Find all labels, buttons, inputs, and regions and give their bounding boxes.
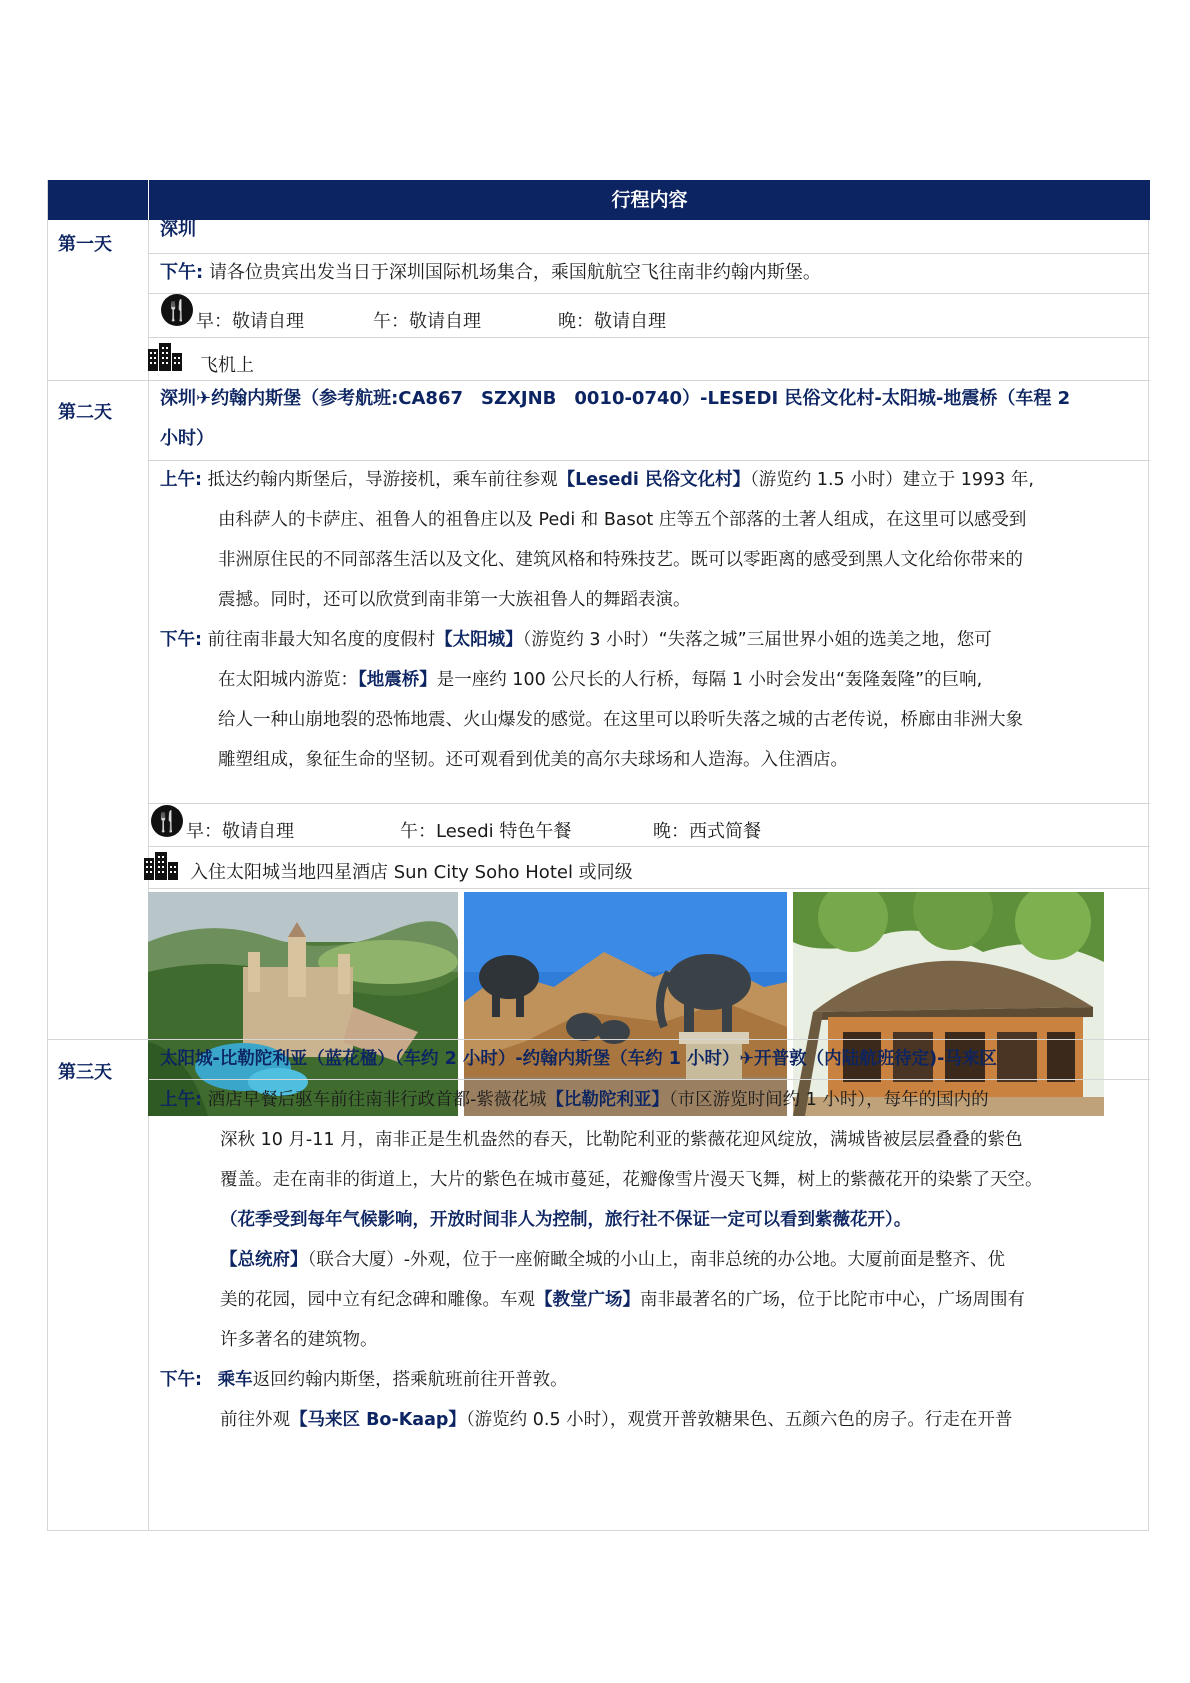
day2-title-line1: 深圳✈约翰内斯堡（参考航班:CA867 SZXJNB 0010-0740）-LESEDI 民俗文化村-太阳城-地震桥（车程 2: [160, 388, 1071, 409]
morning-line: 由科萨人的卡萨庄、祖鲁人的祖鲁庄以及 Pedi 和 Basot 庄等五个部落的土著人组成，在这里可以感受到: [218, 510, 1027, 530]
morning-line: 许多著名的建筑物。: [220, 1330, 378, 1350]
day3-title: 太阳城-比勒陀利亚（蓝花楹）（车约 2 小时）-约翰内斯堡（车约 1 小时）✈开普敦（内陆航班待定)-马来区: [160, 1049, 997, 1069]
attraction-bo-kaap: 【马来区 Bo-Kaap】: [290, 1410, 466, 1430]
attraction-union-buildings: 【总统府】: [220, 1250, 308, 1270]
morning-text: 抵达约翰内斯堡后，导游接机，乘车前往参观: [207, 470, 558, 490]
morning-text: （联合大厦）-外观，位于一座俯瞰全城的小山上，南非总统的办公地。大厦前面是整齐、优: [307, 1250, 1006, 1270]
afternoon-label: 下午:: [160, 1370, 202, 1390]
day1-title: 深圳: [160, 219, 196, 240]
afternoon-label: 下午:: [160, 262, 204, 283]
afternoon-text: 是一座约 100 公尺长的人行桥，每隔 1 小时会发出“轰隆轰隆”的巨响,: [436, 670, 983, 690]
morning-text: （市区游览时间约 1 小时），每年的国内的: [668, 1090, 989, 1110]
day2-lunch: 午：Lesedi 特色午餐: [400, 821, 572, 842]
attraction-pretoria: 【比勒陀利亚】: [546, 1090, 669, 1110]
row-divider: [149, 888, 1150, 889]
afternoon-label: 下午:: [160, 630, 202, 650]
itinerary-table: [47, 180, 1149, 1531]
day2-dinner: 晚：西式简餐: [653, 821, 761, 842]
flower-season-note: （花季受到每年气候影响，开放时间非人为控制，旅行社不保证一定可以看到紫薇花开）。: [220, 1210, 912, 1230]
row-divider: [149, 293, 1150, 294]
day-label-3: 第三天: [58, 1062, 112, 1083]
table-header-corner: [48, 180, 148, 220]
afternoon-line: 给人一种山崩地裂的恐怖地震、火山爆发的感觉。在这里可以聆听失落之城的古老传说，桥廊由非洲大象: [218, 710, 1023, 730]
morning-text: 南非最著名的广场，位于比陀市中心，广场周围有: [640, 1290, 1025, 1310]
attraction-lesedi: 【Lesedi 民俗文化村】: [557, 470, 751, 490]
attraction-earthquake-bridge: 【地震桥】: [358, 670, 437, 690]
morning-text: 酒店早餐后驱车前往南非行政首都-紫薇花城: [207, 1090, 547, 1110]
day2-breakfast: 早：敬请自理: [186, 821, 294, 842]
afternoon-text: 在太阳城内游览：: [218, 670, 358, 690]
day2-hotel: 入住太阳城当地四星酒店 Sun City Soho Hotel 或同级: [190, 862, 633, 883]
afternoon-text: 请各位贵宾出发当日于深圳国际机场集合，乘国航航空飞往南非约翰内斯堡。: [208, 262, 821, 283]
day1-breakfast: 早：敬请自理: [196, 311, 304, 332]
table-header-title: 行程内容: [149, 180, 1150, 220]
morning-label: 上午:: [160, 470, 202, 490]
day2-title-line2: 小时）: [160, 428, 214, 449]
afternoon-text: 前往南非最大知名度的度假村: [207, 630, 436, 650]
day1-dinner: 晚：敬请自理: [558, 311, 666, 332]
day1-afternoon: [160, 253, 821, 293]
day1-lunch: 午：敬请自理: [373, 311, 481, 332]
afternoon-text: 前往外观: [220, 1410, 290, 1430]
day1-hotel: 飞机上: [200, 355, 254, 376]
row-divider: [149, 803, 1150, 804]
day-label-2: 第二天: [58, 402, 112, 423]
morning-text: （游览约 1.5 小时）建立于 1993 年,: [750, 470, 1034, 490]
utensils-icon: 🍴: [151, 805, 183, 837]
afternoon-text: 返回约翰内斯堡，搭乘航班前往开普敦。: [252, 1370, 568, 1390]
morning-line: 深秋 10 月-11 月，南非正是生机盎然的春天，比勒陀利亚的紫薇花迎风绽放，满城皆被层层叠叠的紫色: [220, 1130, 1023, 1150]
afternoon-line: 雕塑组成，象征生命的坚韧。还可观看到优美的高尔夫球场和人造海。入住酒店。: [218, 750, 848, 770]
morning-line: 非洲原住民的不同部落生活以及文化、建筑风格和特殊技艺。既可以零距离的感受到黑人文化给你带来的: [218, 550, 1023, 570]
afternoon-text: （游览约 0.5 小时），观赏开普敦糖果色、五颜六色的房子。行走在开普: [465, 1410, 1013, 1430]
row-divider: [149, 337, 1150, 338]
afternoon-bold: 乘车: [217, 1370, 253, 1390]
afternoon-text: （游览约 3 小时）“失落之城”三届世界小姐的选美之地，您可: [522, 630, 992, 650]
hotel-buildings-icon: [147, 341, 183, 371]
attraction-church-square: 【教堂广场】: [535, 1290, 640, 1310]
hotel-buildings-icon: [143, 850, 179, 880]
morning-label: 上午:: [160, 1090, 202, 1110]
utensils-icon: 🍴: [161, 294, 193, 326]
morning-line: 震撼。同时，还可以欣赏到南非第一大族祖鲁人的舞蹈表演。: [218, 590, 691, 610]
morning-line: 覆盖。走在南非的街道上，大片的紫色在城市蔓延，花瓣像雪片漫天飞舞，树上的紫薇花开的染紫了天空。: [220, 1170, 1043, 1190]
day-label-1: 第一天: [58, 234, 112, 255]
row-divider: [149, 846, 1150, 847]
attraction-sun-city: 【太阳城】: [435, 630, 523, 650]
morning-text: 美的花园，园中立有纪念碑和雕像。车观: [220, 1290, 535, 1310]
